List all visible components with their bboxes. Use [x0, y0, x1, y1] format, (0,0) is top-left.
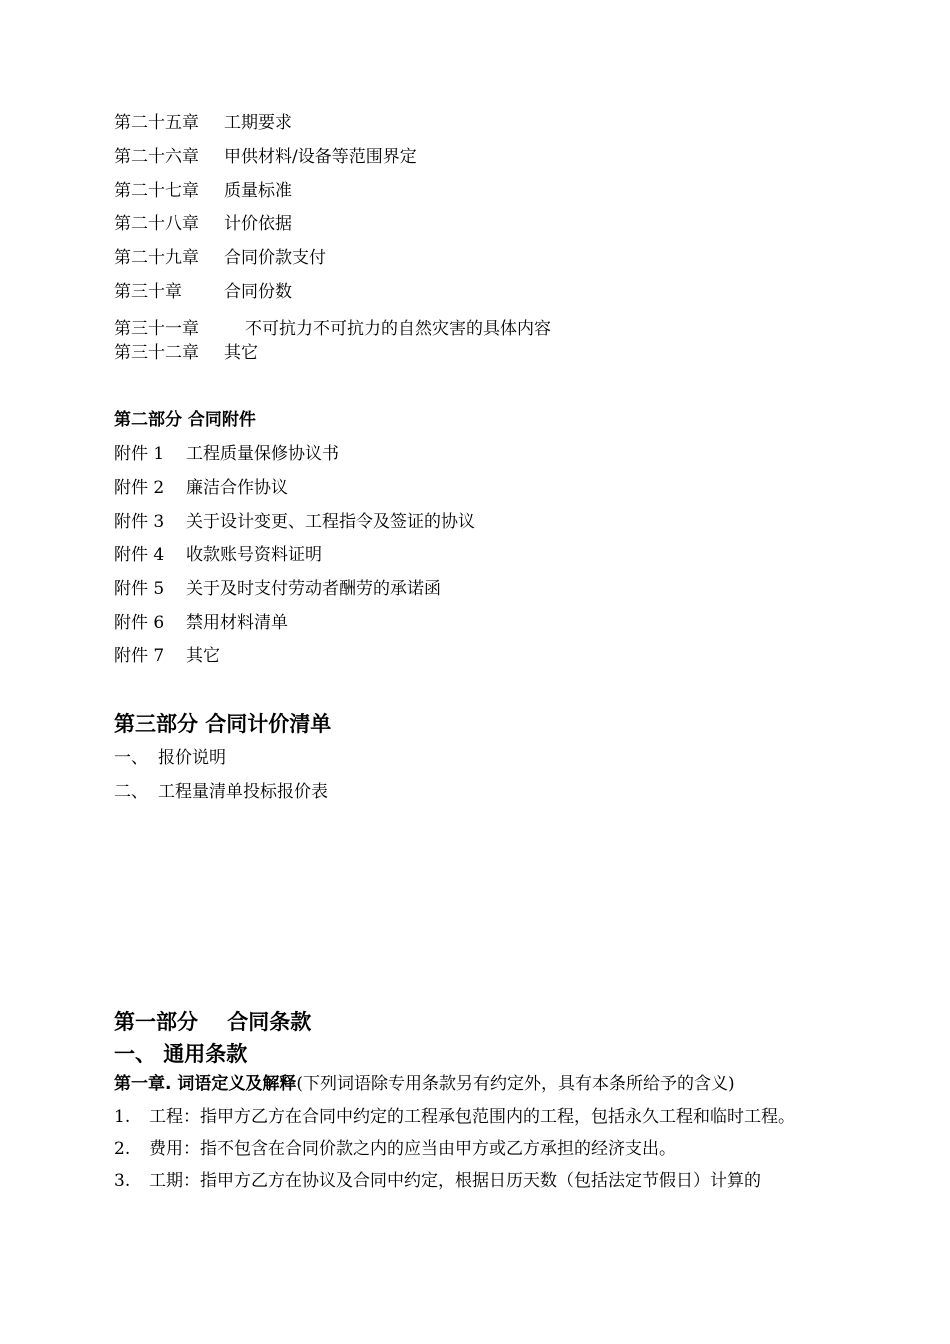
toc-chapter-30	[114, 281, 292, 303]
attachment-item	[114, 477, 288, 499]
attachment-item	[114, 443, 339, 465]
chapter1-note: (下列词语除专用条款另有约定外，具有本条所给予的含义)	[296, 1074, 735, 1094]
part2-heading: 第二部分 合同附件	[114, 410, 256, 430]
attachment-item	[114, 578, 441, 600]
pricing-list-item	[114, 781, 328, 803]
toc-chapter-28	[114, 213, 292, 235]
definition-text: 费用：指不包含在合同价款之内的应当由甲方或乙方承担的经济支出。	[149, 1139, 676, 1159]
definition-number: 1.	[114, 1107, 131, 1127]
definition-item	[114, 1170, 761, 1192]
chapter1-title: 第一章. 词语定义及解释	[114, 1074, 297, 1094]
attachment-item	[114, 544, 322, 566]
chapter-title: 质量标准	[224, 181, 292, 201]
chapter-number: 第三十一章	[114, 319, 199, 339]
attachment-number: 附件 2	[114, 478, 165, 498]
attachment-number: 附件 3	[114, 512, 165, 532]
chapter-number: 第二十八章	[114, 214, 199, 234]
chapter-number: 第二十九章	[114, 248, 199, 268]
pricing-item-title: 工程量清单投标报价表	[158, 782, 328, 802]
chapter-number: 第二十六章	[114, 147, 199, 167]
attachment-item	[114, 645, 220, 667]
attachment-title: 关于设计变更、工程指令及签证的协议	[186, 512, 475, 532]
chapter-number: 第三十二章	[114, 343, 199, 363]
part3-heading: 第三部分 合同计价清单	[114, 712, 332, 736]
definition-item	[114, 1138, 676, 1160]
definition-text: 工期：指甲方乙方在协议及合同中约定，根据日历天数（包括法定节假日）计算的	[149, 1171, 761, 1191]
chapter-title: 其它	[224, 343, 258, 363]
attachment-number: 附件 4	[114, 545, 165, 565]
attachment-number: 附件 5	[114, 579, 165, 599]
toc-chapter-29	[114, 247, 326, 269]
part1-heading: 第一部分 合同条款	[114, 1010, 312, 1034]
toc-chapter-25	[114, 112, 292, 134]
chapter-number: 第二十七章	[114, 181, 199, 201]
attachment-number: 附件 7	[114, 646, 165, 666]
chapter-title: 计价依据	[224, 214, 292, 234]
definition-text: 工程：指甲方乙方在合同中约定的工程承包范围内的工程，包括永久工程和临时工程。	[149, 1107, 795, 1127]
chapter-title: 合同份数	[224, 282, 292, 302]
pricing-item-title: 报价说明	[158, 748, 226, 768]
attachment-item	[114, 612, 288, 634]
attachment-number: 附件 1	[114, 444, 165, 464]
toc-chapter-27	[114, 180, 292, 202]
chapter-title: 合同价款支付	[224, 248, 326, 268]
chapter-number: 第二十五章	[114, 113, 199, 133]
toc-chapter-26	[114, 146, 417, 168]
chapter1-heading	[114, 1073, 735, 1095]
definition-item	[114, 1106, 795, 1128]
pricing-item-number: 二、	[114, 782, 148, 802]
chapter-title: 甲供材料/设备等范围界定	[224, 147, 417, 167]
definition-number: 2.	[114, 1139, 131, 1159]
chapter-title: 工期要求	[224, 113, 292, 133]
attachment-title: 工程质量保修协议书	[186, 444, 339, 464]
attachment-title: 关于及时支付劳动者酬劳的承诺函	[186, 579, 441, 599]
attachment-number: 附件 6	[114, 613, 165, 633]
general-terms-heading: 一、 通用条款	[114, 1042, 248, 1066]
attachment-title: 其它	[186, 646, 220, 666]
definition-number: 3.	[114, 1171, 131, 1191]
attachment-item	[114, 511, 475, 533]
pricing-item-number: 一、	[114, 748, 148, 768]
pricing-list-item	[114, 747, 226, 769]
chapter-number: 第三十章	[114, 282, 182, 302]
toc-chapter-31	[114, 318, 551, 340]
attachment-title: 廉洁合作协议	[186, 478, 288, 498]
chapter-title: 不可抗力不可抗力的自然灾害的具体内容	[245, 319, 551, 339]
toc-chapter-32	[114, 342, 258, 364]
attachment-title: 禁用材料清单	[186, 613, 288, 633]
attachment-title: 收款账号资料证明	[186, 545, 322, 565]
